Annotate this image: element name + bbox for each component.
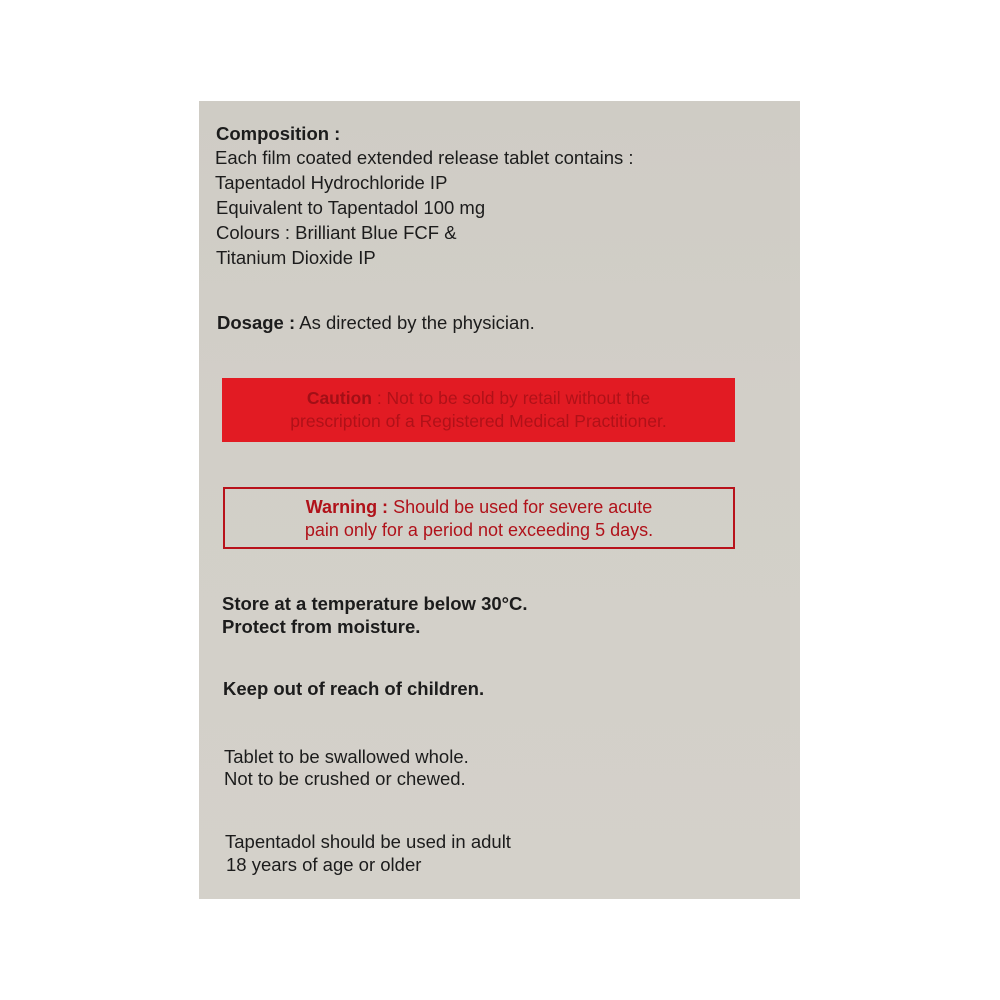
composition-heading: Composition :: [216, 123, 341, 144]
storage-line-1: Store at a temperature below 30°C.: [222, 593, 528, 614]
storage-line-2: Protect from moisture.: [222, 616, 421, 637]
medicine-box-side-panel: [199, 101, 800, 899]
composition-line-4: Colours : Brilliant Blue FCF &: [216, 222, 457, 243]
dosage-label: Dosage :: [217, 312, 296, 333]
warning-line-1: [225, 496, 733, 518]
warning-text-1: Should be used for severe acute: [388, 497, 653, 517]
caution-text-1: : Not to be sold by retail without the: [371, 388, 651, 408]
caution-line-2: prescription of a Registered Medical Practitioner.: [290, 411, 667, 431]
swallow-line-1: Tablet to be swallowed whole.: [224, 746, 469, 767]
swallow-line-2: Not to be crushed or chewed.: [224, 768, 466, 789]
caution-box: [222, 378, 735, 442]
caution-line-1: [222, 387, 735, 409]
age-line-2: 18 years of age or older: [226, 854, 422, 875]
warning-label: Warning :: [305, 497, 389, 517]
caution-label: Caution: [306, 388, 372, 408]
composition-line-1: Each film coated extended release tablet contains :: [215, 147, 634, 168]
composition-line-5: Titanium Dioxide IP: [216, 247, 376, 268]
composition-line-2: Tapentadol Hydrochloride IP: [215, 172, 448, 193]
warning-box: [223, 487, 735, 549]
children-warning: Keep out of reach of children.: [223, 678, 485, 699]
warning-line-2: pain only for a period not exceeding 5 days.: [304, 520, 654, 540]
composition-line-3: Equivalent to Tapentadol 100 mg: [216, 197, 486, 218]
dosage-line: [217, 312, 535, 334]
dosage-text: As directed by the physician.: [295, 312, 535, 333]
age-line-1: Tapentadol should be used in adult: [225, 831, 511, 852]
